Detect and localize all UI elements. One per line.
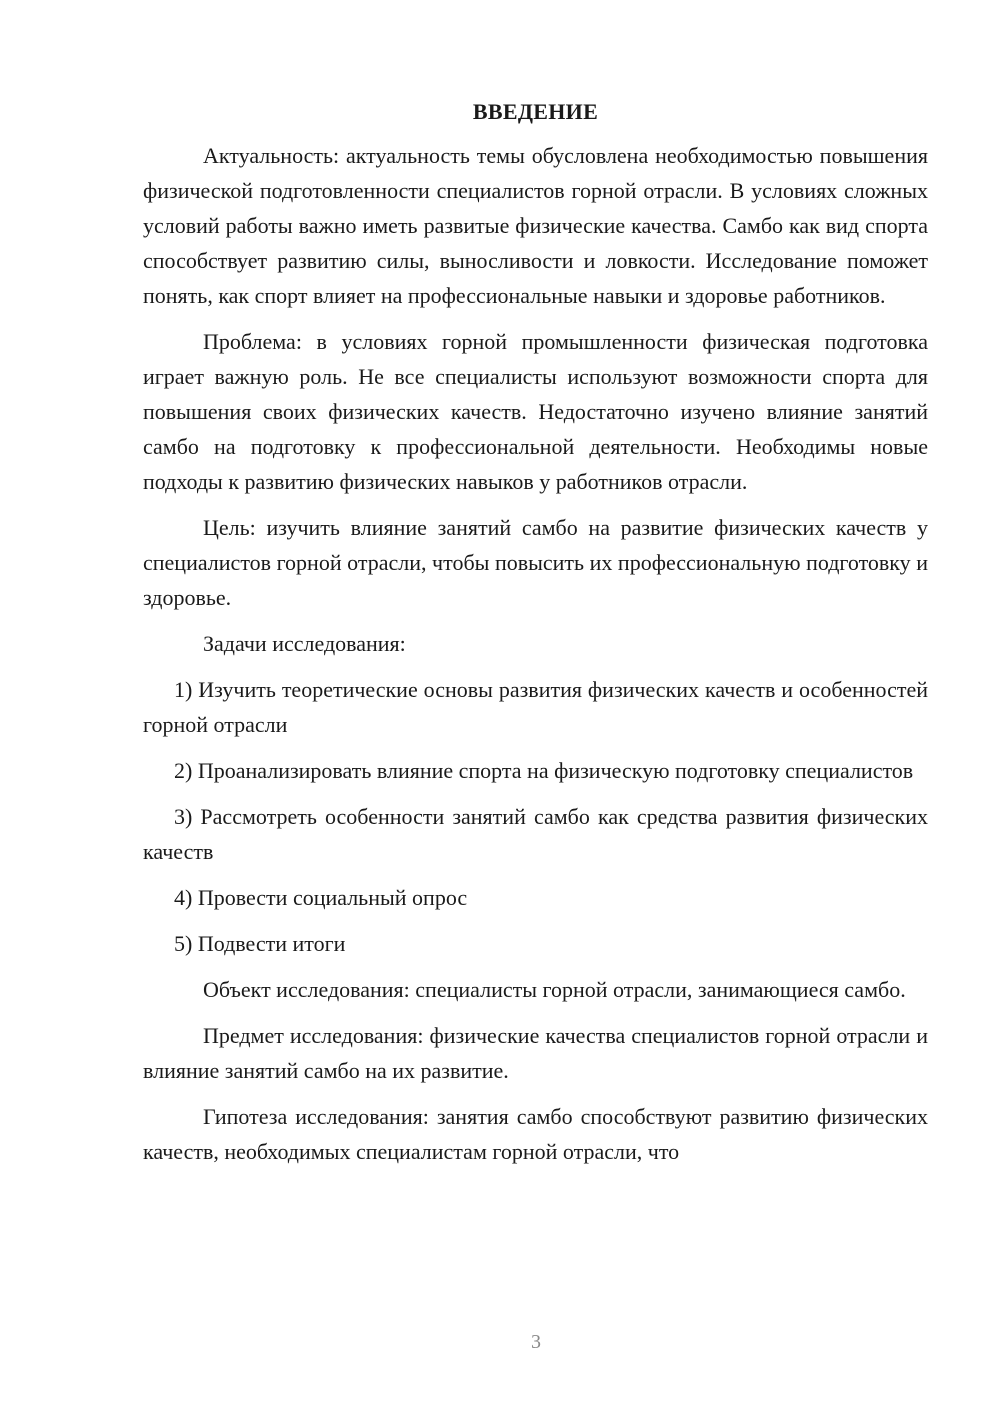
object-paragraph: Объект исследования: специалисты горной отрасли, занимающиеся самбо. bbox=[203, 977, 906, 1002]
task-item-4: 4) Провести социальный опрос bbox=[174, 885, 468, 910]
section-title: ВВЕДЕНИЕ bbox=[472, 99, 599, 124]
task-item-1: 1) Изучить теоретические основы развития физических качеств и особенностей горной отрасли bbox=[143, 677, 928, 737]
subject-paragraph: Предмет исследования: физические качества специалистов горной отрасли и влияние занятий самбо на их развитие. bbox=[143, 1023, 928, 1083]
task-item-3: 3) Рассмотреть особенности занятий самбо как средства развития физических качеств bbox=[143, 804, 928, 864]
problem-paragraph: Проблема: в условиях горной промышленности физическая подготовка играет важную роль. Не все специалисты используют возможности спорта для повышения своих физических качеств. Недостаточно изучено влияние занятий самбо на подготовку к профессиональной деятельности. Необходимы новые подходы к развитию физических навыков у работников отрасли. bbox=[143, 329, 928, 494]
hypothesis-paragraph: Гипотеза исследования: занятия самбо способствуют развитию физических качеств, необходимых специалистам горной отрасли, что bbox=[143, 1104, 928, 1164]
goal-paragraph: Цель: изучить влияние занятий самбо на развитие физических качеств у специалистов горной отрасли, чтобы повысить их профессиональную подготовку и здоровье. bbox=[143, 515, 928, 610]
page-number: 3 bbox=[531, 1331, 541, 1353]
relevance-paragraph: Актуальность: актуальность темы обусловлена необходимостью повышения физической подготовленности специалистов горной отрасли. В условиях сложных условий работы важно иметь развитые физические качества. Самбо как вид спорта способствует развитию силы, выносливости и ловкости. Исследование поможет понять, как спорт влияет на профессиональные навыки и здоровье работников. bbox=[143, 143, 928, 308]
page-content bbox=[143, 94, 928, 1169]
tasks-heading: Задачи исследования: bbox=[203, 631, 406, 656]
task-item-2: 2) Проанализировать влияние спорта на физическую подготовку специалистов bbox=[174, 758, 914, 783]
task-item-5: 5) Подвести итоги bbox=[174, 931, 346, 956]
